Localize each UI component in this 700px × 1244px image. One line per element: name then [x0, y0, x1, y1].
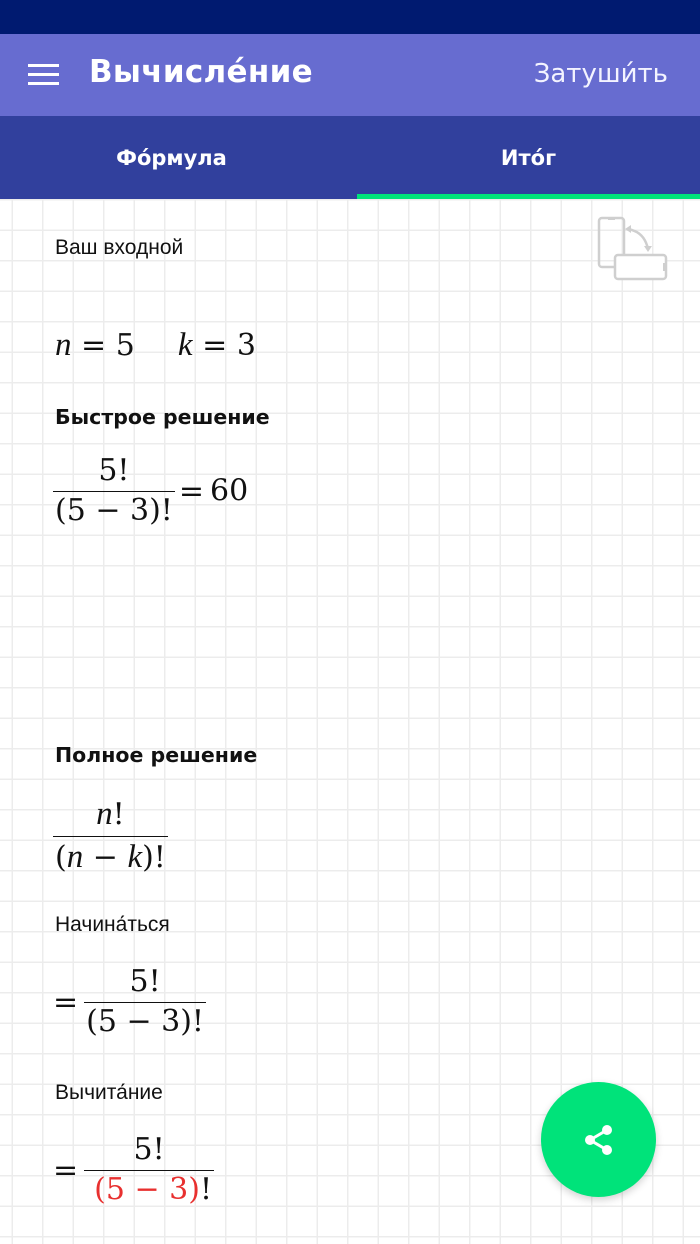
k-value: 3	[236, 328, 256, 363]
var-k: k	[177, 327, 193, 363]
step-subtraction-formula	[53, 1133, 214, 1207]
step-start-label: Начина́ться	[55, 913, 170, 936]
tab-bar	[0, 116, 700, 199]
share-button[interactable]	[541, 1082, 656, 1197]
general-formula	[53, 796, 168, 877]
numerator: 5!	[98, 453, 130, 488]
share-icon	[581, 1122, 617, 1158]
fraction	[53, 454, 175, 528]
factorial-sign: !	[199, 1171, 212, 1207]
fraction	[84, 965, 206, 1039]
var-n: n	[96, 796, 113, 832]
minus-sign: −	[83, 839, 128, 875]
input-values	[55, 327, 256, 364]
var-k: k	[127, 838, 143, 875]
result-value: 60	[210, 473, 249, 509]
status-bar	[0, 0, 700, 34]
factorial-sign: !	[112, 797, 125, 832]
step-subtraction-label: Вычита́ние	[55, 1081, 163, 1104]
app-title: Вычисле́ние	[89, 54, 313, 90]
highlighted-term: (5 − 3)	[94, 1171, 200, 1207]
denominator	[84, 1170, 214, 1208]
app-bar	[0, 34, 700, 116]
input-label: Ваш входной	[55, 236, 184, 259]
clear-button[interactable]: Затуши́ть	[533, 59, 668, 89]
result-content[interactable]	[0, 199, 700, 1244]
equals-sign: =	[178, 473, 204, 509]
full-solution-heading: Полное решение	[55, 743, 258, 767]
tab-result[interactable]: Ито́г	[500, 145, 557, 170]
var-n: n	[55, 327, 72, 363]
denominator: (5 − 3)!	[86, 1003, 204, 1039]
numerator	[94, 796, 127, 836]
equals-sign: =	[202, 328, 228, 363]
denominator	[53, 836, 168, 877]
quick-formula	[53, 454, 248, 528]
n-value: 5	[115, 328, 135, 363]
quick-solution-heading: Быстрое решение	[55, 405, 270, 429]
step-start-formula	[53, 965, 206, 1039]
paren-close: )!	[142, 839, 166, 875]
denominator: (5 − 3)!	[55, 492, 173, 528]
numerator: 5!	[133, 1132, 165, 1167]
paren-open: (	[55, 839, 67, 875]
hamburger-menu-icon[interactable]	[28, 64, 60, 86]
equals-sign: =	[81, 328, 107, 363]
fraction	[53, 796, 168, 877]
rotate-device-icon[interactable]	[596, 215, 670, 285]
fraction	[84, 1133, 214, 1207]
equals-sign: =	[53, 984, 79, 1020]
tab-formula[interactable]: Фо́рмула	[116, 145, 227, 170]
equals-sign: =	[53, 1152, 79, 1188]
var-n: n	[66, 838, 84, 875]
numerator: 5!	[129, 964, 161, 999]
